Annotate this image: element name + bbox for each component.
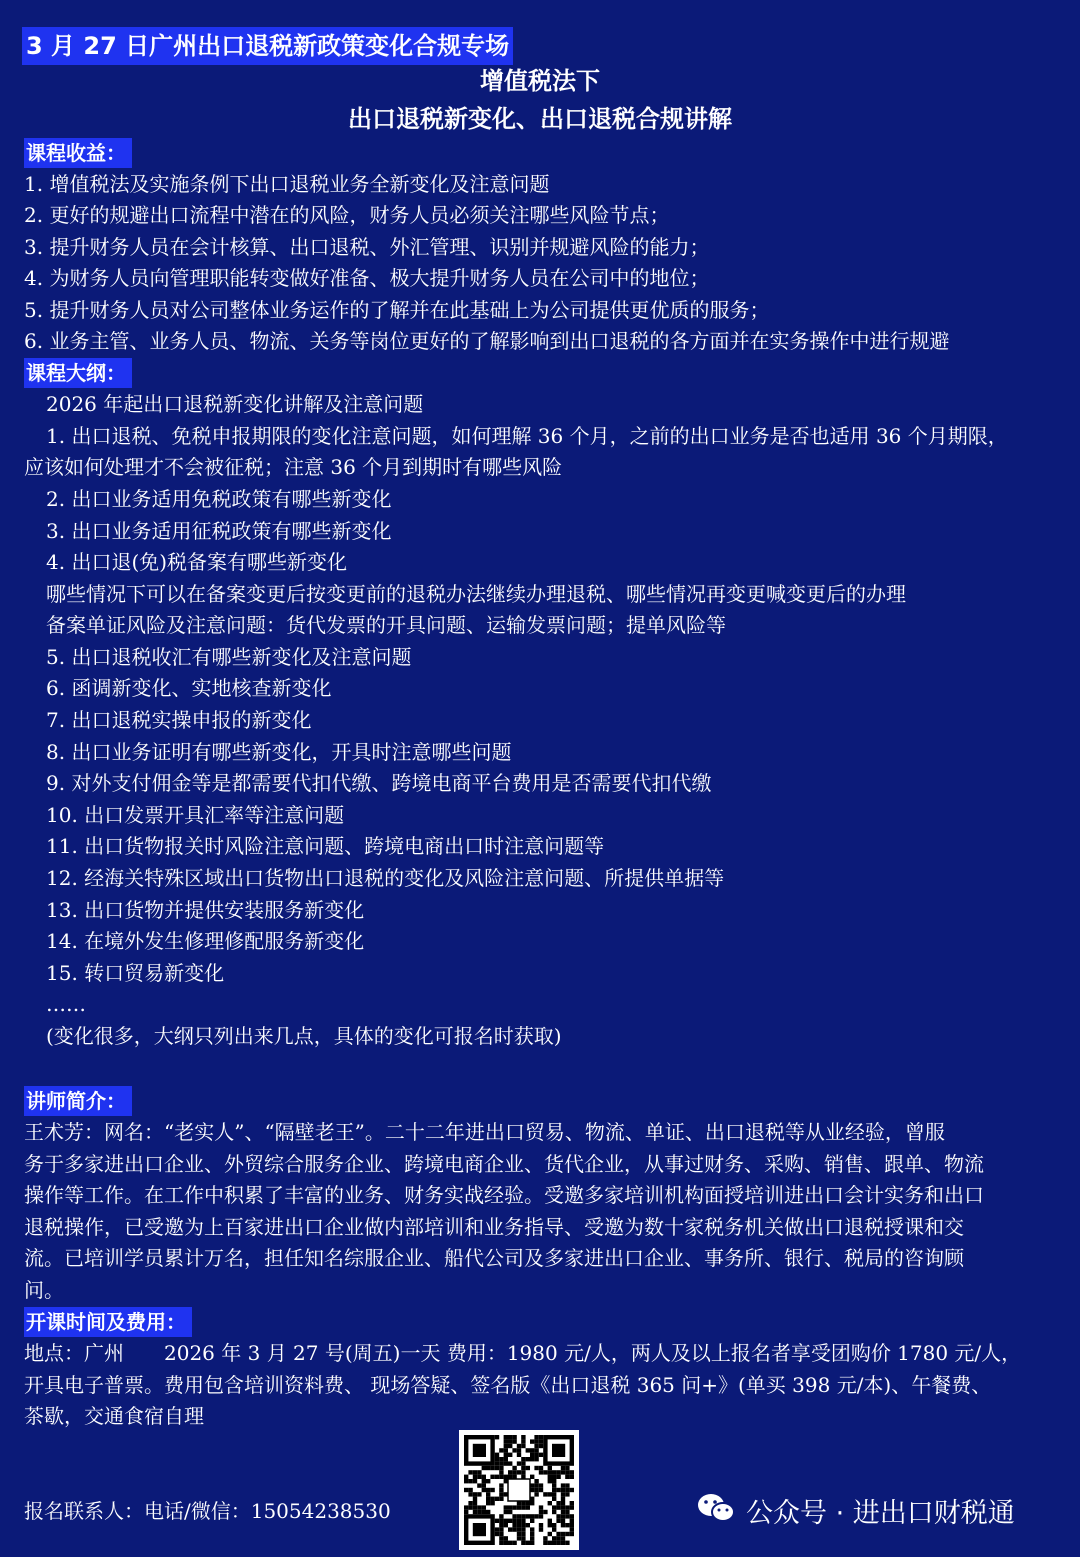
outline-item: 7. 出口退税实操申报的新变化 [46,708,312,732]
outline-item: 11. 出口货物报关时风险注意问题、跨境电商出口时注意问题等 [46,834,605,858]
instructor-bio-line: 务于多家进出口企业、外贸综合服务企业、跨境电商企业、货代企业，从事过财务、采购、销售、跟单、物流 [24,1152,984,1176]
benefit-item: 6. 业务主管、业务人员、物流、关务等岗位更好的了解影响到出口退税的各方面并在实务操作中进行规避 [24,329,950,353]
schedule-line: 地点：广州 2026 年 3 月 27 号(周五)一天 费用：1980 元/人，两人及以上报名者享受团购价 1780 元/人， [24,1341,1022,1365]
schedule-line: 开具电子普票。费用包含培训资料费、 现场答疑、签名版《出口退税 365 问+》(单买 398 元/本)、午餐费、 [24,1373,992,1397]
outline-intro: 2026 年起出口退税新变化讲解及注意问题 [46,392,424,416]
outline-item: 3. 出口业务适用征税政策有哪些新变化 [46,519,392,543]
outline-item: 5. 出口退税收汇有哪些新变化及注意问题 [46,645,412,669]
outline-item: 1. 出口退税、免税申报期限的变化注意问题，如何理解 36 个月，之前的出口业务是否也适用 36 个月期限， [46,424,1008,448]
outline-item: 8. 出口业务证明有哪些新变化，开具时注意哪些问题 [46,740,512,764]
outline-ellipsis: …… [46,992,86,1016]
outline-item: 6. 函调新变化、实地核查新变化 [46,676,332,700]
title-line-1: 增值税法下 [480,67,600,95]
outline-item: 4. 出口退(免)税备案有哪些新变化 [46,550,348,574]
outline-item: 14. 在境外发生修理修配服务新变化 [46,929,365,953]
qr-code-graphic [459,1430,579,1550]
qr-code-icon[interactable] [459,1430,579,1550]
outline-item: 备案单证风险及注意问题：货代发票的开具问题、运输发票问题；提单风险等 [46,613,726,637]
benefit-item: 2. 更好的规避出口流程中潜在的风险，财务人员必须关注哪些风险节点； [24,203,670,227]
schedule-line: 茶歇，交通食宿自理 [24,1404,204,1428]
instructor-bio-line: 问。 [24,1278,64,1302]
outline-heading: 课程大纲： [24,358,132,388]
wechat-account-name: 公众号 · 进出口财税通 [746,1498,1015,1529]
outline-item: 应该如何处理才不会被征税；注意 36 个月到期时有哪些风险 [24,455,563,479]
outline-item: 2. 出口业务适用免税政策有哪些新变化 [46,487,392,511]
title-line-2: 出口退税新变化、出口退税合规讲解 [348,105,732,133]
benefit-item: 3. 提升财务人员在会计核算、出口退税、外汇管理、识别并规避风险的能力； [24,235,710,259]
benefit-item: 4. 为财务人员向管理职能转变做好准备、极大提升财务人员在公司中的地位； [24,266,710,290]
instructor-heading: 讲师简介： [24,1086,132,1116]
outline-item: 12. 经海关特殊区域出口货物出口退税的变化及风险注意问题、所提供单据等 [46,866,725,890]
benefit-item: 5. 提升财务人员对公司整体业务运作的了解并在此基础上为公司提供更优质的服务； [24,298,770,322]
instructor-bio-line: 操作等工作。在工作中积累了丰富的业务、财务实战经验。受邀多家培训机构面授培训进出口会计实务和出口 [24,1183,984,1207]
schedule-heading: 开课时间及费用： [24,1307,192,1337]
contact-info: 报名联系人：电话/微信：15054238530 [24,1499,391,1523]
outline-item: 13. 出口货物并提供安装服务新变化 [46,898,365,922]
outline-item: 15. 转口贸易新变化 [46,961,225,985]
wechat-account-label [696,1494,1015,1534]
instructor-bio-line: 王术芳：网名：“老实人”、“隔壁老王”。二十二年进出口贸易、物流、单证、出口退税等从业经验，曾服 [24,1120,945,1144]
outline-item: 哪些情况下可以在备案变更后按变更前的退税办法继续办理退税、哪些情况再变更喊变更后的办理 [46,582,906,606]
instructor-bio-line: 退税操作，已受邀为上百家进出口企业做内部培训和业务指导、受邀为数十家税务机关做出口退税授课和交 [24,1215,964,1239]
wechat-icon [696,1491,736,1537]
outline-item: 10. 出口发票开具汇率等注意问题 [46,803,345,827]
event-banner: 3 月 27 日广州出口退税新政策变化合规专场 [22,27,513,65]
outline-item: 9. 对外支付佣金等是都需要代扣代缴、跨境电商平台费用是否需要代扣代缴 [46,771,712,795]
instructor-bio-line: 流。已培训学员累计万名，担任知名综服企业、船代公司及多家进出口企业、事务所、银行、税局的咨询顾 [24,1246,964,1270]
benefits-heading: 课程收益： [24,138,132,168]
outline-note: (变化很多，大纲只列出来几点，具体的变化可报名时获取) [46,1024,562,1048]
benefit-item: 1. 增值税法及实施条例下出口退税业务全新变化及注意问题 [24,172,550,196]
